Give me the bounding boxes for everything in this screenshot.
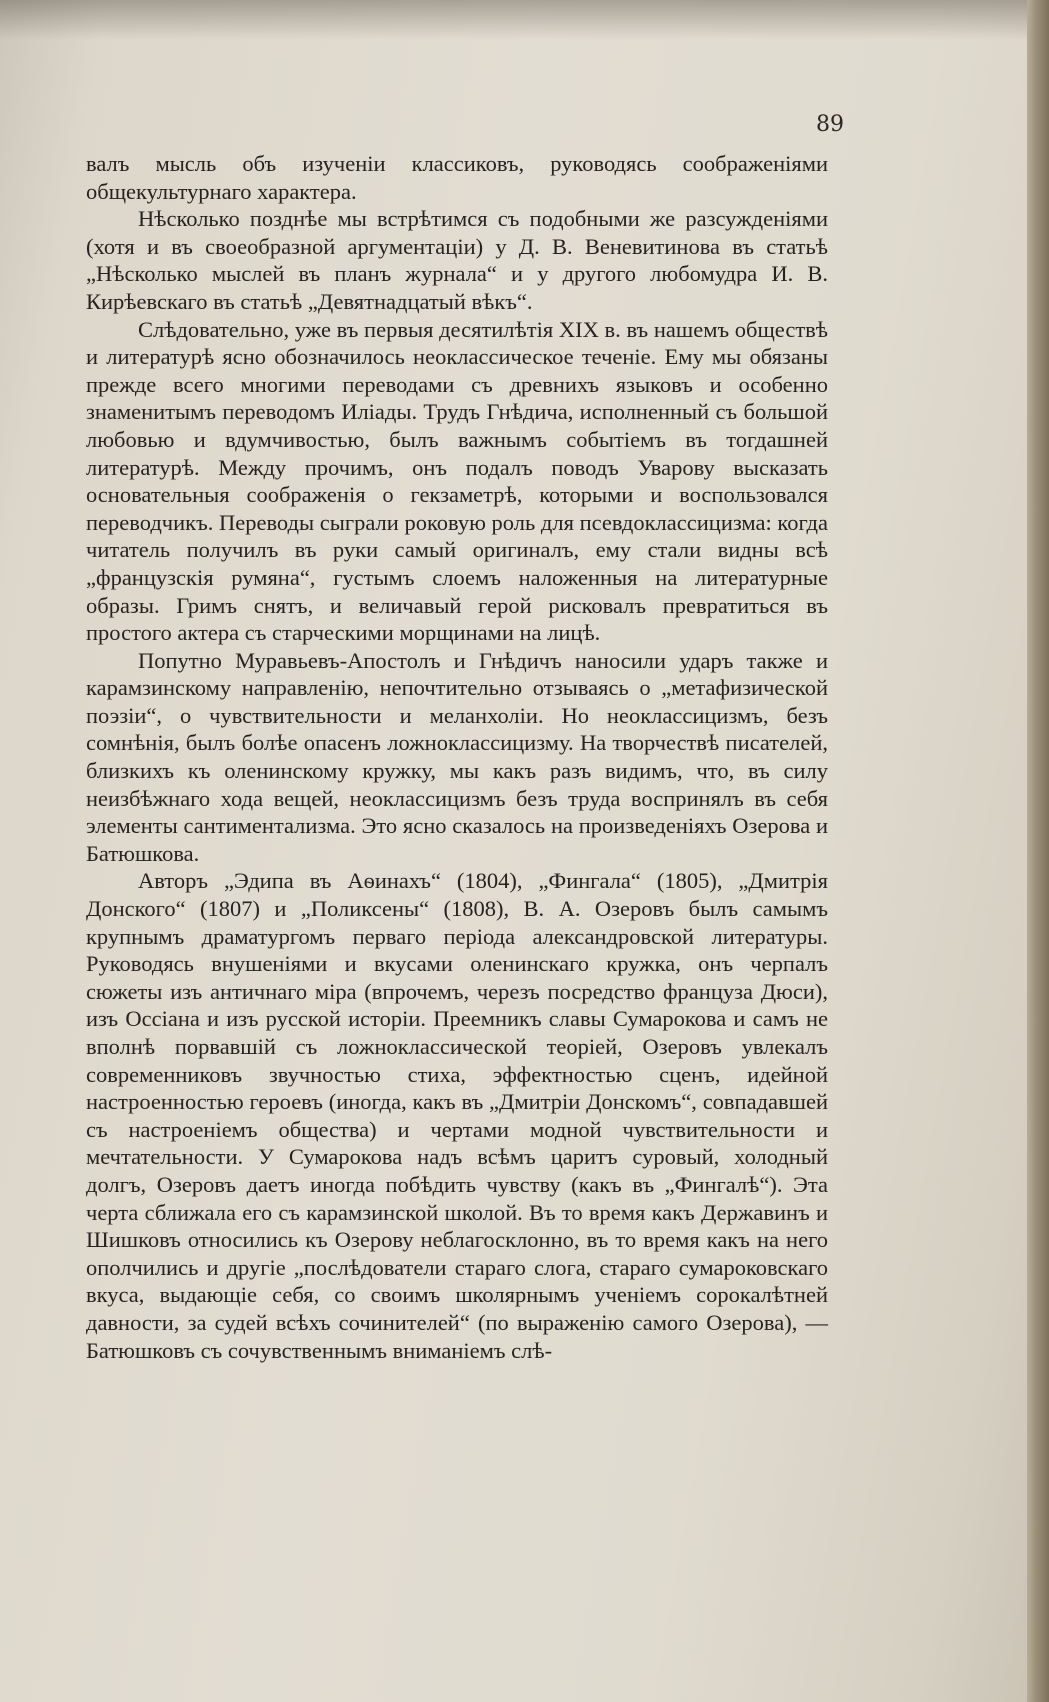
page-number: 89	[816, 112, 844, 137]
paragraph-5: Авторъ „Эдипа въ Аѳинахъ“ (1804), „Фингала“ (1805), „Дмитрія Донского“ (1807) и „Поликсены“ (1808), В. А. Озеровъ былъ самымъ крупнымъ драматургомъ перваго періода александровской литературы. Руководясь внушеніями и вкусами оленинскаго кружка, онъ черпалъ сюжеты изъ античнаго міра (впрочемъ, черезъ посредство француза Дюси), изъ Оссіана и изъ русской исторіи. Преемникъ славы Сумарокова и самъ не вполнѣ порвавшій съ ложноклассической теоріей, Озеровъ увлекалъ современниковъ звучностью стиха, эффектностью сценъ, идейной настроенностью героевъ (иногда, какъ въ „Дмитріи Донскомъ“, совпадавшей съ настроеніемъ общества) и чертами модной чувствительности и мечтательности. У Сумарокова надъ всѣмъ царитъ суровый, холодный долгъ, Озеровъ даетъ иногда побѣдить чувству (какъ въ „Фингалѣ“). Эта черта сближала его съ карамзинской школой. Въ то время какъ Державинъ и Шишковъ относились къ Озерову неблагосклонно, въ то время какъ на него ополчились и другіе „послѣдователи стараго слога, стараго сумароковскаго вкуса, выдающіе себя, со своимъ школярнымъ ученіемъ сорокалѣтней давности, за судей всѣхъ сочинителей“ (по выраженію самого Озерова), — Батюшковъ съ сочувственнымъ вниманіемъ слѣ-	[86, 868, 828, 1363]
paragraph-1: валъ мысль объ изученіи классиковъ, руководясь соображеніями общекультурнаго характера.	[86, 151, 828, 204]
page-edge	[1027, 0, 1049, 1702]
paragraph-3: Слѣдовательно, уже въ первыя десятилѣтія XIX в. въ нашемъ обществѣ и литературѣ ясно обозначилось неоклассическое теченіе. Ему мы обязаны прежде всего многими переводами съ древнихъ языковъ и особенно знаменитымъ переводомъ Иліады. Трудъ Гнѣдича, исполненный съ большой любовью и вдумчивостью, былъ важнымъ событіемъ въ тогдашней литературѣ. Между прочимъ, онъ подалъ поводъ Уварову высказать основательныя соображенія о гекзаметрѣ, которыми и воспользовался переводчикъ. Переводы сыграли роковую роль для псевдоклассицизма: когда читатель получилъ въ руки самый оригиналъ, ему стали видны всѣ „французскія румяна“, густымъ слоемъ наложенныя на литературные образы. Гримъ снятъ, и величавый герой рисковалъ превратиться въ простого актера съ старческими морщинами на лицѣ.	[86, 316, 828, 646]
page-top-shadow	[0, 0, 1049, 40]
paragraph-2: Нѣсколько позднѣе мы встрѣтимся съ подобными же разсужденіями (хотя и въ своеобразной аргументаціи) у Д. В. Веневитинова въ статьѣ „Нѣсколько мыслей въ планъ журнала“ и у другого любомудра И. В. Кирѣевскаго въ статьѣ „Девятнадцатый вѣкъ“.	[86, 206, 828, 314]
body-text	[86, 150, 828, 1364]
paragraph-4: Попутно Муравьевъ-Апостолъ и Гнѣдичъ наносили ударъ также и карамзинскому направленію, непочтительно отзываясь о „метафизической поэзіи“, о чувствительности и меланхоліи. Но неоклассицизмъ, безъ сомнѣнія, былъ болѣе опасенъ ложноклассицизму. На творчествѣ писателей, близкихъ къ оленинскому кружку, мы какъ разъ видимъ, что, въ силу неизбѣжнаго хода вещей, неоклассицизмъ безъ труда воспринялъ въ себя элементы сантиментализма. Это ясно сказалось на произведеніяхъ Озерова и Батюшкова.	[86, 647, 828, 866]
